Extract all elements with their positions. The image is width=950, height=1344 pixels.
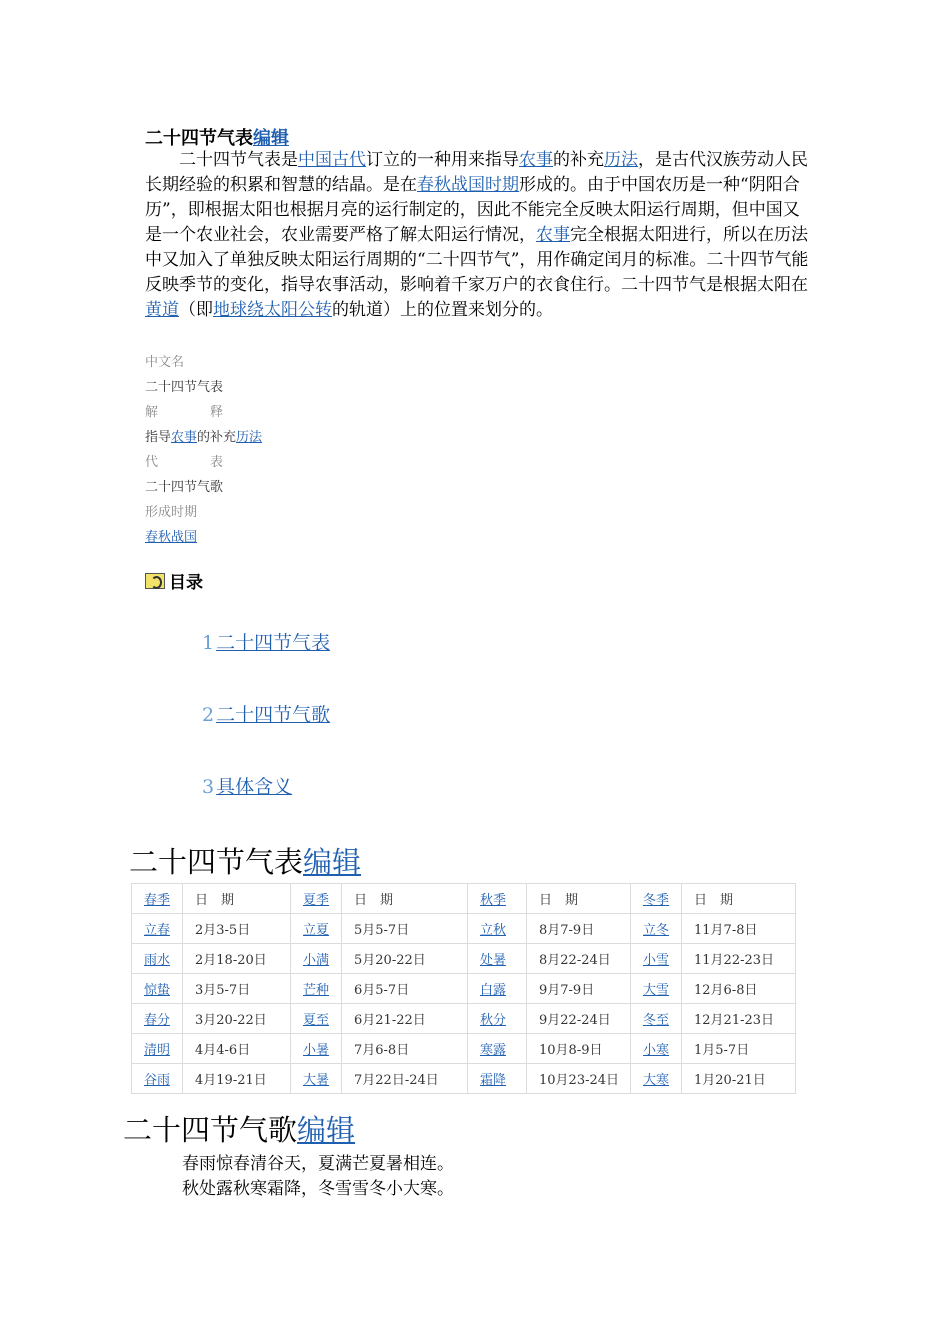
date-cell: 11月22-23日	[682, 944, 796, 974]
section-title: 二十四节气表	[145, 128, 253, 149]
solar-terms-table	[131, 883, 796, 1094]
text-run: 订立的一种用来指导	[366, 150, 519, 170]
date-cell: 9月7-9日	[527, 974, 631, 1004]
toc-toggle-icon[interactable]	[145, 573, 165, 589]
term-cell	[468, 1034, 527, 1064]
term-link[interactable]: 小寒	[643, 1043, 670, 1058]
date-cell: 5月20-22日	[342, 944, 468, 974]
song-line: 秋处露秋寒霜降，冬雪雪冬小大寒。	[182, 1179, 454, 1199]
term-link[interactable]: 春分	[144, 1013, 171, 1028]
term-link[interactable]: 秋分	[480, 1013, 507, 1028]
text-run: 的补充	[197, 430, 237, 445]
intro-paragraph	[145, 148, 809, 323]
term-cell	[631, 1034, 682, 1064]
term-link[interactable]: 秋季	[480, 893, 507, 908]
term-cell	[291, 1034, 342, 1064]
date-cell: 2月3-5日	[183, 914, 291, 944]
term-link[interactable]: 春季	[144, 893, 171, 908]
text-run: ，是古代汉族劳动人民长期经验的积累和智慧的结晶。是在	[145, 150, 808, 195]
date-cell: 12月6-8日	[682, 974, 796, 1004]
term-cell	[291, 974, 342, 1004]
toc-link[interactable]: 具体含义	[216, 776, 293, 798]
table-row	[132, 944, 796, 974]
date-cell: 日 期	[682, 884, 796, 914]
term-cell	[631, 1064, 682, 1094]
term-cell	[631, 1004, 682, 1034]
term-link[interactable]: 雨水	[144, 953, 171, 968]
term-cell	[132, 944, 183, 974]
inline-link[interactable]: 农事	[536, 225, 570, 245]
term-link[interactable]: 霜降	[480, 1073, 507, 1088]
term-link[interactable]: 冬至	[643, 1013, 670, 1028]
term-link[interactable]: 大雪	[643, 983, 670, 998]
period-label: 形成时期	[145, 505, 198, 520]
date-cell: 9月22-24日	[527, 1004, 631, 1034]
section-title: 二十四节气表	[129, 845, 304, 879]
section-heading-table-2	[129, 840, 361, 881]
inline-link[interactable]: 历法	[236, 430, 263, 445]
date-cell: 日 期	[342, 884, 468, 914]
inline-link[interactable]: 农事	[171, 430, 198, 445]
toc-item	[202, 700, 330, 772]
text-run: 的轨道）上的位置来划分的。	[332, 300, 553, 320]
term-cell	[631, 944, 682, 974]
term-link[interactable]: 清明	[144, 1043, 171, 1058]
explain-value	[145, 425, 262, 450]
toc-number: 3	[202, 776, 215, 798]
edit-link[interactable]: 编辑	[253, 128, 289, 149]
text-run: （即	[179, 300, 213, 320]
term-cell	[291, 884, 342, 914]
term-link[interactable]: 冬季	[643, 893, 670, 908]
text-run: 形成的。由于中国农历是一种“阴阳合历”，即根据太阳也根据月亮的运行制定的，因此不能完全反映太阳运行周期，但中国又是一个农业社会，农业需要严格了解太阳运行情况，	[145, 175, 800, 245]
date-cell: 7月22日-24日	[342, 1064, 468, 1094]
term-link[interactable]: 小雪	[643, 953, 670, 968]
term-link[interactable]: 惊蛰	[144, 983, 171, 998]
term-cell	[291, 1004, 342, 1034]
term-cell	[631, 914, 682, 944]
chinese-name-label: 中文名	[145, 355, 185, 370]
date-cell: 10月23-24日	[527, 1064, 631, 1094]
term-link[interactable]: 夏至	[303, 1013, 330, 1028]
text-run: 二十四节气表是	[179, 150, 298, 170]
text-run: 的补充	[553, 150, 604, 170]
term-cell	[291, 1064, 342, 1094]
date-cell: 2月18-20日	[183, 944, 291, 974]
table-header-row	[132, 884, 796, 914]
date-cell: 12月21-23日	[682, 1004, 796, 1034]
term-link[interactable]: 谷雨	[144, 1073, 171, 1088]
chinese-name-value: 二十四节气表	[145, 380, 224, 395]
term-cell	[468, 884, 527, 914]
term-cell	[631, 884, 682, 914]
table-row	[132, 914, 796, 944]
section-title: 二十四节气歌	[123, 1113, 298, 1147]
represent-value: 二十四节气歌	[145, 480, 224, 495]
term-link[interactable]: 处暑	[480, 953, 507, 968]
term-link[interactable]: 立冬	[643, 923, 670, 938]
term-link[interactable]: 夏季	[303, 893, 330, 908]
edit-link[interactable]: 编辑	[297, 1113, 356, 1147]
text-run: 指导	[145, 430, 172, 445]
term-cell	[468, 1064, 527, 1094]
text-run: 完全根据太阳进行，所以在历法中又加入了单独反映太阳运行周期的“二十四节气”，用作确定闰月的标准。二十四节气能反映季节的变化，指导农事活动，影响着千家万户的衣食住行。二十四节气是根据太阳在	[145, 225, 809, 295]
toc-item	[202, 628, 330, 700]
date-cell: 11月7-8日	[682, 914, 796, 944]
term-link[interactable]: 白露	[480, 983, 507, 998]
inline-link[interactable]: 黄道	[145, 300, 179, 320]
table-row	[132, 1034, 796, 1064]
table-row	[132, 1064, 796, 1094]
term-cell	[291, 914, 342, 944]
term-link[interactable]: 大暑	[303, 1073, 330, 1088]
term-cell	[132, 884, 183, 914]
term-link[interactable]: 立夏	[303, 923, 330, 938]
song-text	[182, 1152, 454, 1202]
song-line: 春雨惊春清谷天，夏满芒夏暑相连。	[182, 1154, 454, 1174]
term-link[interactable]: 立春	[144, 923, 171, 938]
section-heading-table	[145, 124, 289, 150]
date-cell: 8月7-9日	[527, 914, 631, 944]
term-link[interactable]: 立秋	[480, 923, 507, 938]
table-row	[132, 974, 796, 1004]
date-cell: 4月19-21日	[183, 1064, 291, 1094]
explain-label: 解 释	[145, 405, 224, 420]
toc-link[interactable]: 二十四节气表	[216, 632, 331, 654]
section-heading-song	[123, 1108, 355, 1149]
represent-label: 代 表	[145, 455, 224, 470]
inline-link[interactable]: 春秋战国时期	[417, 175, 519, 195]
term-cell	[291, 944, 342, 974]
toc-heading	[145, 568, 203, 593]
date-cell: 1月5-7日	[682, 1034, 796, 1064]
toc-title: 目录	[169, 573, 203, 593]
date-cell: 3月20-22日	[183, 1004, 291, 1034]
edit-link[interactable]: 编辑	[303, 845, 362, 879]
term-cell	[132, 914, 183, 944]
term-link[interactable]: 小满	[303, 953, 330, 968]
date-cell: 4月4-6日	[183, 1034, 291, 1064]
inline-link[interactable]: 地球绕太阳公转	[213, 300, 332, 320]
term-cell	[631, 974, 682, 1004]
date-cell: 5月5-7日	[342, 914, 468, 944]
date-cell: 日 期	[183, 884, 291, 914]
date-cell: 日 期	[527, 884, 631, 914]
inline-link[interactable]: 历法	[604, 150, 638, 170]
term-cell	[468, 1004, 527, 1034]
date-cell: 3月5-7日	[183, 974, 291, 1004]
date-cell: 6月21-22日	[342, 1004, 468, 1034]
period-link[interactable]: 春秋战国	[145, 530, 198, 545]
date-cell: 7月6-8日	[342, 1034, 468, 1064]
table-row	[132, 1004, 796, 1034]
date-cell: 1月20-21日	[682, 1064, 796, 1094]
term-link[interactable]: 小暑	[303, 1043, 330, 1058]
info-box	[145, 350, 262, 550]
term-cell	[468, 974, 527, 1004]
toc-number: 1	[202, 632, 215, 654]
term-cell	[468, 944, 527, 974]
toc-list	[202, 628, 330, 844]
term-cell	[132, 1064, 183, 1094]
inline-link[interactable]: 农事	[519, 150, 553, 170]
term-link[interactable]: 芒种	[303, 983, 330, 998]
term-cell	[132, 974, 183, 1004]
toc-number: 2	[202, 704, 215, 726]
term-cell	[132, 1004, 183, 1034]
toc-item	[202, 772, 330, 844]
term-link[interactable]: 寒露	[480, 1043, 507, 1058]
toc-link[interactable]: 二十四节气歌	[216, 704, 331, 726]
inline-link[interactable]: 中国古代	[298, 150, 366, 170]
date-cell: 8月22-24日	[527, 944, 631, 974]
date-cell: 6月5-7日	[342, 974, 468, 1004]
term-cell	[132, 1034, 183, 1064]
term-cell	[468, 914, 527, 944]
term-link[interactable]: 大寒	[643, 1073, 670, 1088]
date-cell: 10月8-9日	[527, 1034, 631, 1064]
